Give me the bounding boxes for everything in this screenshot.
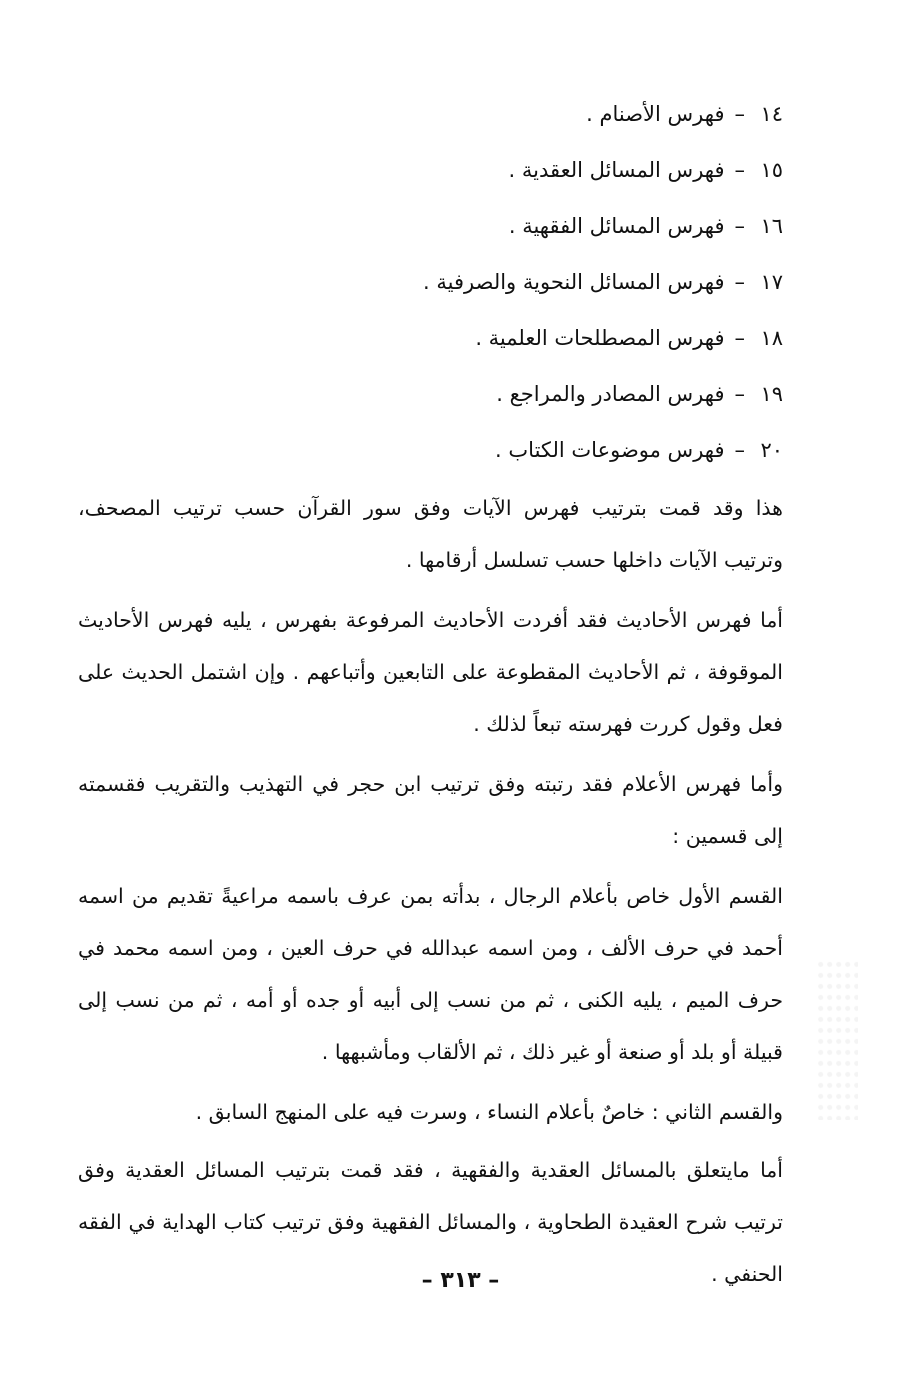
item-text: فهرس المصادر والمراجع . <box>496 382 725 406</box>
item-dash: – <box>734 382 745 406</box>
paragraph-women-section: والقسم الثاني : خاصٌ بأعلام النساء ، وسرت فيه على المنهج السابق . <box>195 1100 783 1124</box>
list-item <box>83 372 783 428</box>
item-dash: – <box>734 270 745 294</box>
item-number: ١٦ <box>760 214 783 238</box>
item-text: فهرس الأصنام . <box>586 102 725 126</box>
item-text: فهرس المسائل النحوية والصرفية . <box>423 270 725 294</box>
item-text: فهرس المسائل العقدية . <box>508 158 725 182</box>
page-number: – ٣١٣ – <box>421 1268 500 1293</box>
item-number: ١٩ <box>760 382 783 406</box>
item-number: ١٥ <box>760 158 783 182</box>
item-dash: – <box>734 214 745 238</box>
list-item <box>83 148 783 204</box>
list-item <box>83 428 783 484</box>
scan-noise <box>818 960 858 1120</box>
item-number: ١٧ <box>760 270 783 294</box>
paragraph-men-section: القسم الأول خاص بأعلام الرجال ، بدأته بمن عرف باسمه مراعيةً تقديم من اسمه أحمد في حرف الألف ، ومن اسمه عبدالله في حرف العين ، ومن اسمه محمد في حرف الميم ، يليه الكنى ، ثم من نسب إلى أبيه أو جده أو أمه ، ثم من نسب إلى قبيلة أو بلد أو صنعة أو غير ذلك ، ثم الألقاب ومأشبهها . <box>78 884 783 1064</box>
body-text <box>78 482 783 1308</box>
list-item <box>83 260 783 316</box>
item-text: فهرس المصطلحات العلمية . <box>475 326 725 350</box>
paragraph-hadith-index: أما فهرس الأحاديث فقد أفردت الأحاديث المرفوعة بفهرس ، يليه فهرس الأحاديث الموقوفة ، ثم الأحاديث المقطوعة على التابعين وأتباعهم . وإن اشتمل الحديث على فعل وقول كررت فهرسته تبعاً لذلك . <box>78 608 783 736</box>
paragraph-issues-index: أما مايتعلق بالمسائل العقدية والفقهية ، فقد قمت بترتيب المسائل العقدية وفق ترتيب شرح العقيدة الطحاوية ، والمسائل الفقهية وفق ترتيب كتاب الهداية في الفقه الحنفي . <box>78 1158 783 1286</box>
paragraph-names-index: وأما فهرس الأعلام فقد رتبته وفق ترتيب ابن حجر في التهذيب والتقريب فقسمته إلى قسمين : <box>78 772 783 848</box>
item-number: ١٨ <box>760 326 783 350</box>
item-text: فهرس موضوعات الكتاب . <box>495 438 725 462</box>
item-number: ٢٠ <box>760 438 783 462</box>
paragraph-verses-index: هذا وقد قمت بترتيب فهرس الآيات وفق سور القرآن حسب ترتيب المصحف، وترتيب الآيات داخلها حسب تسلسل أرقامها . <box>78 496 783 572</box>
item-dash: – <box>734 158 745 182</box>
list-item <box>83 204 783 260</box>
item-dash: – <box>734 102 745 126</box>
list-item <box>83 316 783 372</box>
list-item <box>83 92 783 148</box>
item-dash: – <box>734 326 745 350</box>
item-number: ١٤ <box>760 102 783 126</box>
item-dash: – <box>734 438 745 462</box>
index-list <box>83 92 783 484</box>
item-text: فهرس المسائل الفقهية . <box>508 214 725 238</box>
